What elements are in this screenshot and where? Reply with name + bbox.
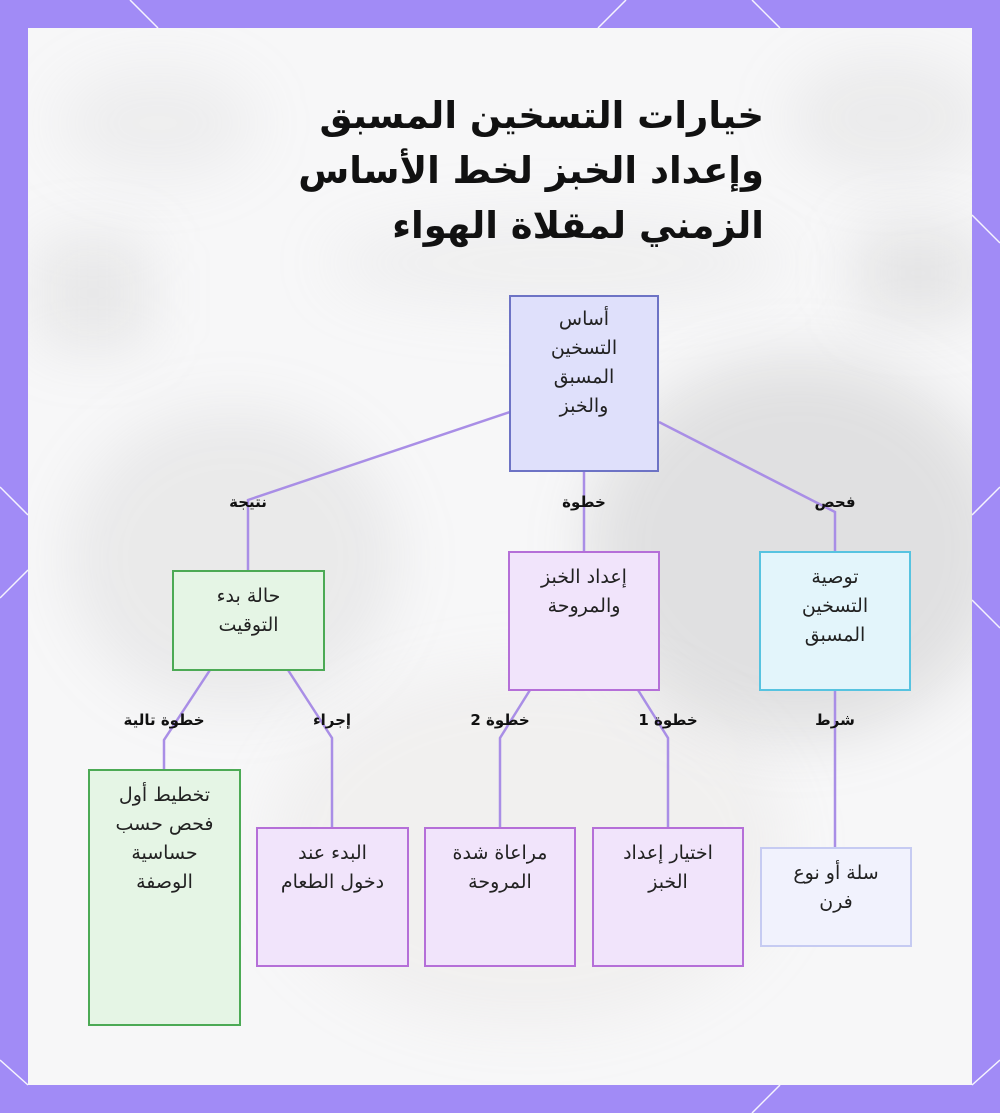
node-start-on-entry: البدء عند دخول الطعام (256, 827, 409, 967)
node-basket-type: سلة أو نوع فرن (760, 847, 912, 947)
diagram-title: خيارات التسخين المسبق وإعداد الخبز لخط الأساس الزمني لمقلاة الهواء (298, 94, 764, 247)
edge-label-next-step: خطوة تالية (123, 711, 205, 729)
edge-label-condition: شرط (815, 711, 855, 729)
edge-root-timing (248, 412, 510, 571)
edge-label-result: نتيجة (229, 493, 267, 511)
edge-label-check: فحص (814, 493, 856, 511)
edge-timing-start (288, 670, 332, 827)
edge-root-preheat (659, 422, 835, 551)
node-first-check: تخطيط أول فحص حسب حساسية الوصفة (88, 769, 241, 1026)
edge-label-action: إجراء (312, 711, 352, 729)
node-preheat-recommendation: توصية التسخين المسبق (759, 551, 911, 691)
edge-label-step-2: خطوة 2 (470, 711, 530, 729)
node-bake-setup: إعداد الخبز والمروحة (508, 551, 660, 691)
node-fan-intensity: مراعاة شدة المروحة (424, 827, 576, 967)
edge-label-step-1: خطوة 1 (638, 711, 698, 729)
node-root: أساس التسخين المسبق والخبز (509, 295, 659, 472)
node-timing: حالة بدء التوقيت (172, 570, 325, 671)
node-choose-bake: اختيار إعداد الخبز (592, 827, 744, 967)
edge-label-step: خطوة (562, 493, 606, 511)
